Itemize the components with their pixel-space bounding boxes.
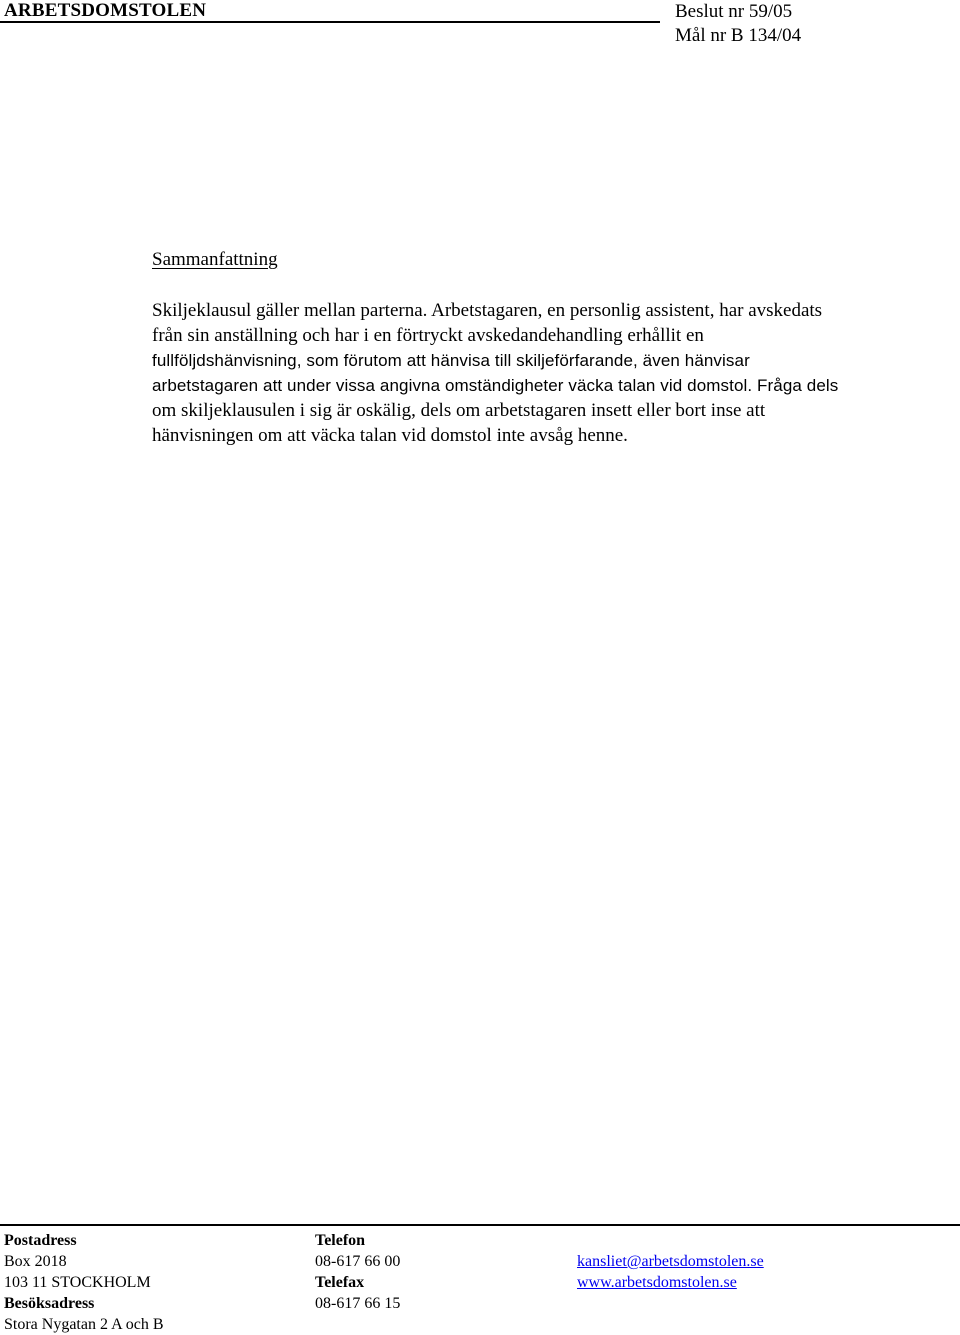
summary-heading: Sammanfattning <box>152 249 278 270</box>
website-link[interactable]: www.arbetsdomstolen.se <box>577 1274 737 1291</box>
phone-number: 08-617 66 00 <box>315 1253 401 1270</box>
summary-line-4: arbetstagaren att under vissa angivna omständigheter väcka talan vid domstol. Fråga dels <box>152 376 839 395</box>
visit-address-label: Besöksadress <box>4 1295 95 1312</box>
postal-box: Box 2018 <box>4 1253 67 1270</box>
footer-contact <box>577 1251 764 1293</box>
postal-address-label: Postadress <box>4 1232 77 1249</box>
case-number: Mål nr B 134/04 <box>675 25 802 46</box>
email-link[interactable]: kansliet@arbetsdomstolen.se <box>577 1253 764 1270</box>
summary-line-5: om skiljeklausulen i sig är oskälig, dels om arbetstagaren insett eller bort inse att <box>152 400 766 421</box>
phone-label: Telefon <box>315 1232 366 1249</box>
footer-address <box>4 1230 164 1335</box>
header-rule <box>0 21 660 23</box>
visit-street: Stora Nygatan 2 A och B <box>4 1316 164 1333</box>
fax-label: Telefax <box>315 1274 365 1291</box>
postal-city: 103 11 STOCKHOLM <box>4 1274 151 1291</box>
summary-line-3: fullföljdshänvisning, som förutom att hänvisa till skiljeförfarande, även hänvisar <box>152 351 750 370</box>
footer-phone <box>315 1230 400 1314</box>
summary-line-1: Skiljeklausul gäller mellan parterna. Arbetstagaren, en personlig assistent, har avskedats <box>152 300 823 321</box>
decision-number: Beslut nr 59/05 <box>675 1 793 22</box>
summary-text <box>152 298 932 448</box>
summary-line-2: från sin anställning och har i en förtryckt avskedandehandling erhållit en <box>152 325 704 346</box>
court-name: ARBETSDOMSTOLEN <box>4 0 207 21</box>
footer-rule <box>0 1224 960 1226</box>
fax-number: 08-617 66 15 <box>315 1295 401 1312</box>
summary-line-6: hänvisningen om att väcka talan vid domstol inte avsåg henne. <box>152 425 628 446</box>
case-reference <box>675 0 801 48</box>
